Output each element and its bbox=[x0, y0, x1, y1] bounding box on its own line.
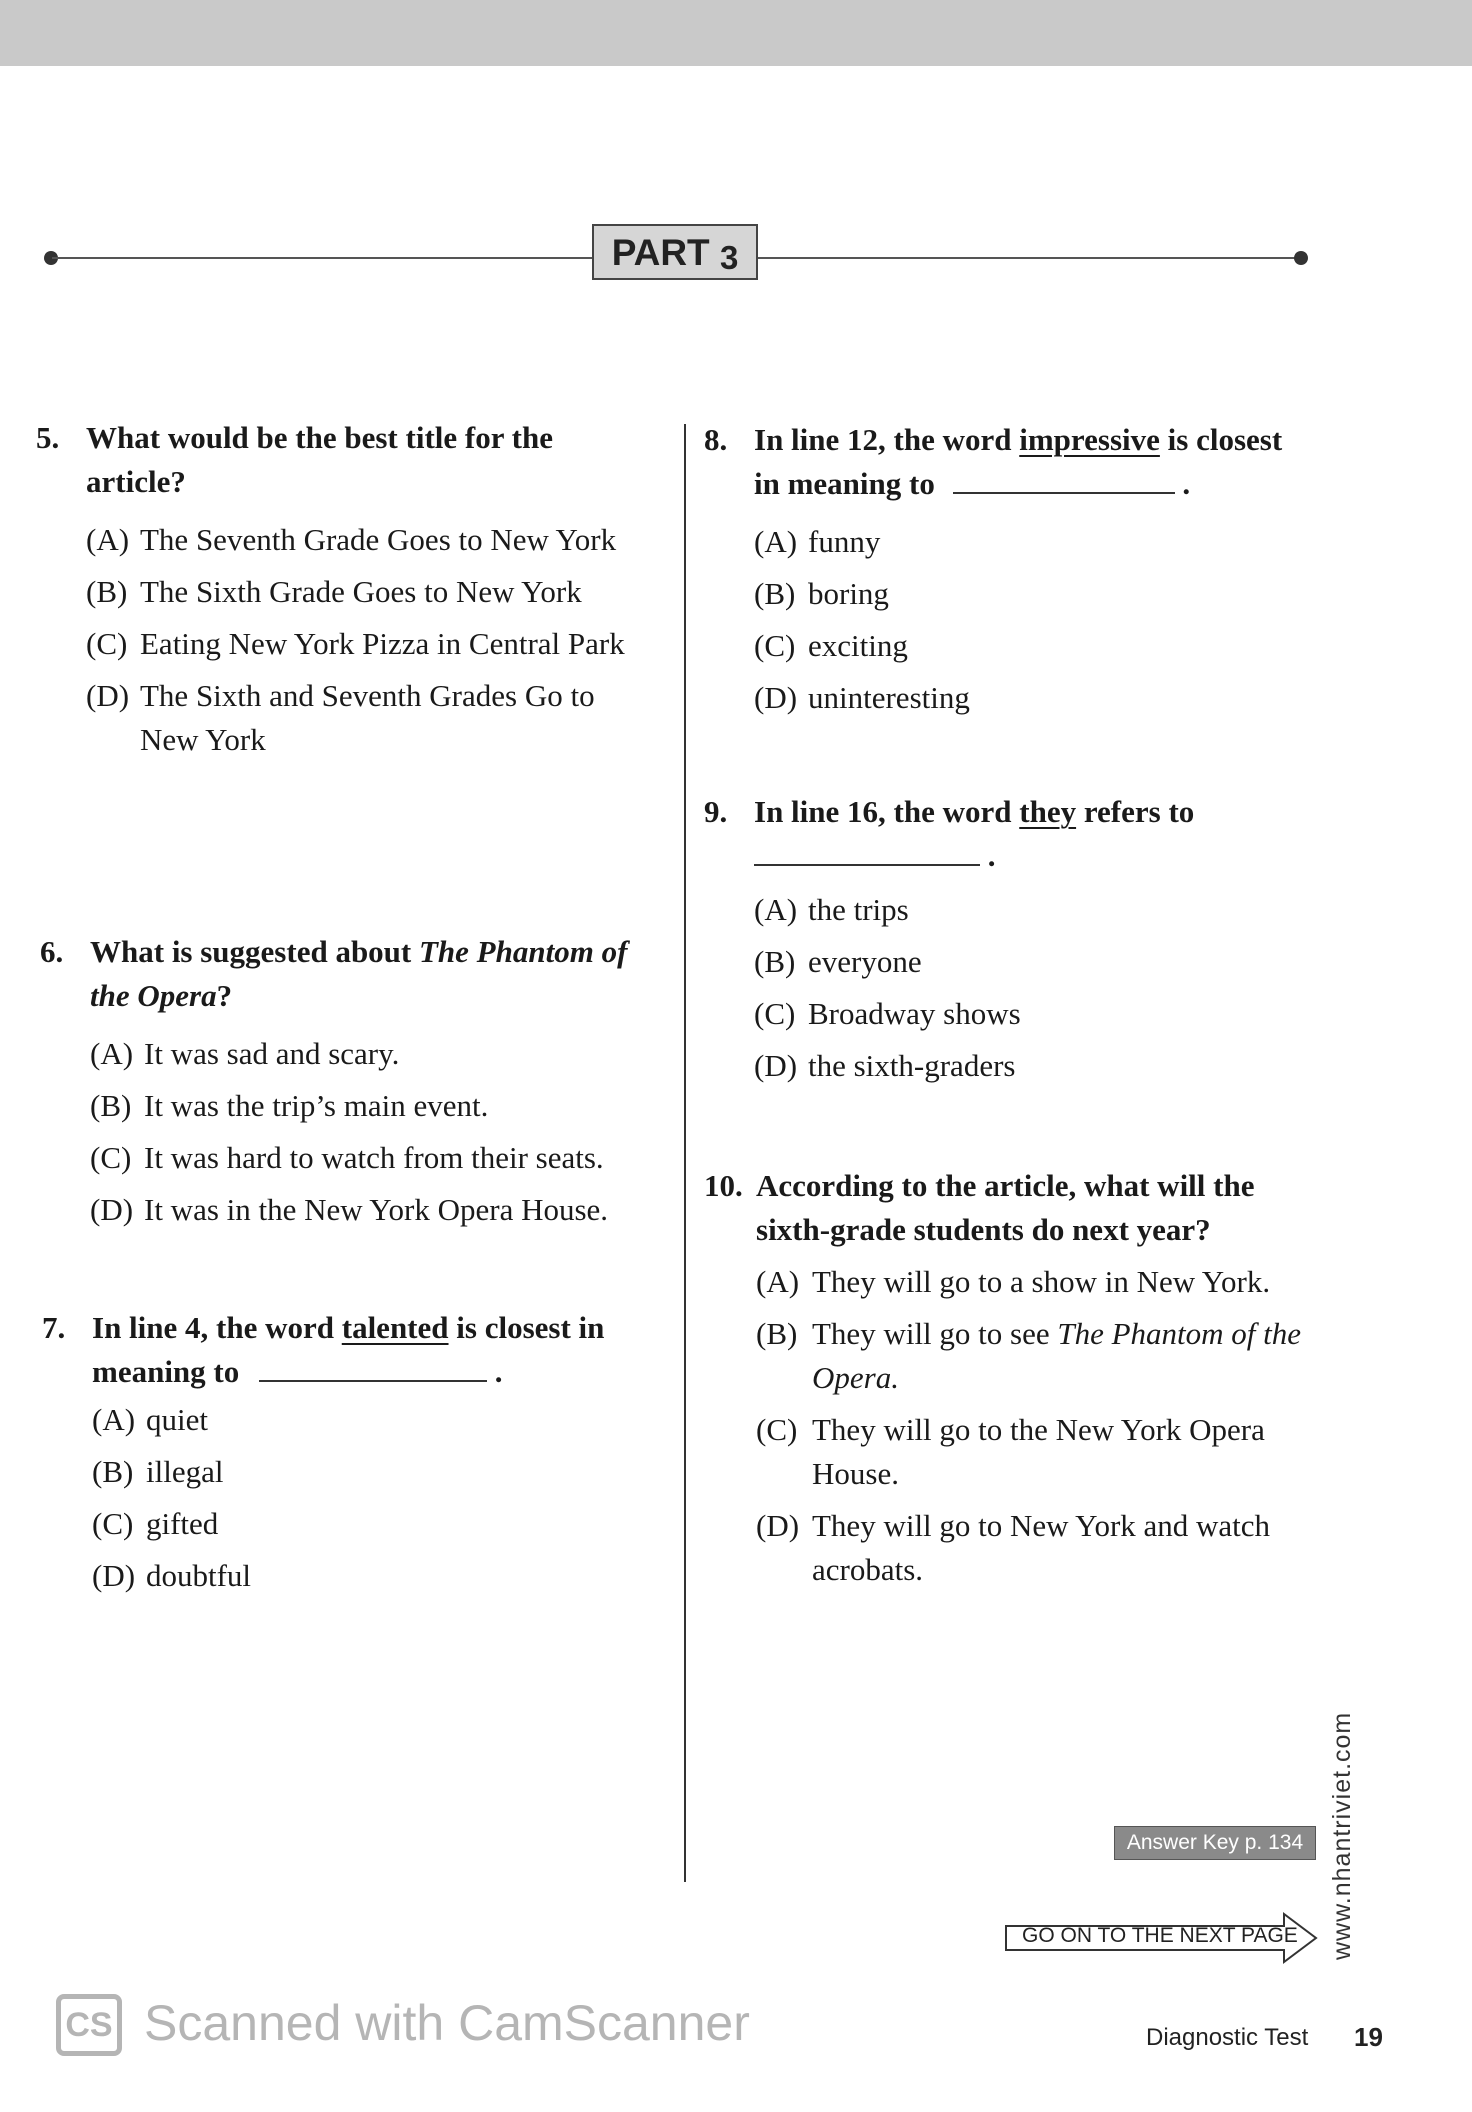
question-10 bbox=[704, 1164, 1324, 1592]
answer-option[interactable] bbox=[704, 1408, 1324, 1496]
question-6 bbox=[40, 930, 660, 1232]
answer-option[interactable] bbox=[36, 622, 636, 666]
next-page-arrow[interactable] bbox=[1004, 1912, 1318, 1964]
question-text: In line 16, the word bbox=[754, 794, 1020, 829]
answer-key-badge[interactable]: Answer Key p. 134 bbox=[1114, 1826, 1316, 1860]
option-letter: (B) bbox=[756, 1316, 798, 1351]
option-letter: (D) bbox=[90, 1192, 134, 1227]
header-rule-right-dot bbox=[1294, 251, 1308, 265]
option-text: It was hard to watch from their seats. bbox=[144, 1140, 604, 1175]
option-letter: (D) bbox=[92, 1558, 136, 1593]
camscanner-logo: CS bbox=[56, 1994, 122, 2056]
question-text: In line 12, the word bbox=[754, 422, 1020, 457]
question-8 bbox=[704, 418, 1304, 720]
question-text-end: ? bbox=[216, 978, 233, 1013]
option-letter: (C) bbox=[756, 1412, 798, 1447]
question-5 bbox=[36, 416, 636, 762]
option-text: quiet bbox=[146, 1402, 208, 1437]
question-number: 5. bbox=[36, 420, 60, 455]
option-letter: (D) bbox=[754, 1048, 798, 1083]
question-text: According to the article, what will the sixth-grade students do next year? bbox=[756, 1168, 1255, 1247]
option-letter: (C) bbox=[754, 628, 796, 663]
answer-option[interactable] bbox=[704, 1260, 1324, 1304]
part-label bbox=[592, 224, 758, 280]
question-number: 9. bbox=[704, 794, 728, 829]
answer-option[interactable] bbox=[40, 1084, 660, 1128]
option-text: They will go to see bbox=[812, 1316, 1058, 1351]
question-number: 7. bbox=[42, 1310, 66, 1345]
option-text: gifted bbox=[146, 1506, 219, 1541]
answer-option[interactable] bbox=[704, 520, 1304, 564]
option-letter: (B) bbox=[754, 576, 796, 611]
answer-option[interactable] bbox=[704, 624, 1304, 668]
column-divider bbox=[684, 424, 686, 1882]
option-letter: (B) bbox=[86, 574, 128, 609]
option-letter: (B) bbox=[90, 1088, 132, 1123]
option-text: the trips bbox=[808, 892, 909, 927]
option-text: Eating New York Pizza in Central Park bbox=[140, 626, 625, 661]
option-text: They will go to the New York Opera House. bbox=[812, 1412, 1265, 1491]
option-letter: (C) bbox=[86, 626, 128, 661]
answer-option[interactable] bbox=[42, 1398, 662, 1442]
option-letter: (A) bbox=[756, 1264, 800, 1299]
answer-option[interactable] bbox=[704, 888, 1304, 932]
answer-option[interactable] bbox=[704, 940, 1304, 984]
page-number: 19 bbox=[1354, 2022, 1383, 2052]
option-text: uninteresting bbox=[808, 680, 970, 715]
answer-option[interactable] bbox=[36, 518, 636, 562]
question-text-end: refers to bbox=[1076, 794, 1195, 829]
answer-option[interactable] bbox=[40, 1032, 660, 1076]
underlined-word: they bbox=[1019, 794, 1077, 829]
underlined-word: impressive bbox=[1019, 422, 1160, 457]
part-number: 3 bbox=[719, 239, 739, 276]
scan-top-band bbox=[0, 0, 1472, 66]
underlined-word: talented bbox=[341, 1310, 449, 1345]
option-letter: (A) bbox=[754, 892, 798, 927]
header-rule-left bbox=[52, 257, 592, 259]
answer-option[interactable] bbox=[40, 1136, 660, 1180]
question-text-end: is closest in meaning to bbox=[92, 1310, 605, 1389]
option-letter: (D) bbox=[86, 678, 130, 713]
answer-option[interactable] bbox=[704, 1312, 1324, 1400]
question-7 bbox=[42, 1306, 662, 1598]
answer-option[interactable] bbox=[42, 1554, 662, 1598]
answer-option[interactable] bbox=[40, 1188, 660, 1232]
question-title-italic: The Phantom of the Opera bbox=[90, 934, 628, 1013]
answer-option[interactable] bbox=[36, 570, 636, 614]
answer-option[interactable] bbox=[704, 572, 1304, 616]
option-text: boring bbox=[808, 576, 889, 611]
option-text: illegal bbox=[146, 1454, 224, 1489]
option-letter: (D) bbox=[756, 1508, 800, 1543]
answer-blank bbox=[259, 1358, 487, 1382]
option-text: Broadway shows bbox=[808, 996, 1021, 1031]
option-letter: (C) bbox=[90, 1140, 132, 1175]
part-label-text: PART bbox=[611, 232, 710, 273]
option-text: It was the trip’s main event. bbox=[144, 1088, 489, 1123]
option-letter: (B) bbox=[92, 1454, 134, 1489]
option-letter: (A) bbox=[754, 524, 798, 559]
question-stem: 9. In line 16, the word they refers to . bbox=[704, 790, 1304, 878]
question-text: What would be the best title for the article? bbox=[86, 420, 553, 499]
option-text: It was sad and scary. bbox=[144, 1036, 400, 1071]
answer-option[interactable] bbox=[704, 992, 1304, 1036]
option-letter: (A) bbox=[92, 1402, 136, 1437]
option-text: the sixth-graders bbox=[808, 1048, 1016, 1083]
answer-option[interactable] bbox=[704, 1044, 1304, 1088]
answer-option[interactable] bbox=[704, 676, 1304, 720]
question-number: 10. bbox=[704, 1168, 743, 1203]
question-text: In line 4, the word bbox=[92, 1310, 342, 1345]
option-letter: (A) bbox=[90, 1036, 134, 1071]
question-9 bbox=[704, 790, 1304, 1088]
option-text: everyone bbox=[808, 944, 922, 979]
next-page-label: GO ON TO THE NEXT PAGE bbox=[1022, 1924, 1298, 1947]
option-text: doubtful bbox=[146, 1558, 252, 1593]
option-letter: (D) bbox=[754, 680, 798, 715]
answer-blank bbox=[754, 842, 980, 866]
option-text: They will go to a show in New York. bbox=[812, 1264, 1271, 1299]
option-text: It was in the New York Opera House. bbox=[144, 1192, 609, 1227]
header-rule-right bbox=[758, 257, 1302, 259]
question-stem: 8. In line 12, the word impressive is closest in meaning to . bbox=[704, 418, 1304, 506]
answer-blank bbox=[953, 470, 1175, 494]
website-url: www.nhantriviet.com bbox=[1328, 1711, 1356, 1960]
option-text: The Sixth and Seventh Grades Go to New York bbox=[140, 678, 595, 757]
question-number: 8. bbox=[704, 422, 728, 457]
option-letter: (B) bbox=[754, 944, 796, 979]
question-text-end: is closest in meaning to bbox=[754, 422, 1283, 501]
question-stem: 7. In line 4, the word talented is closest in meaning to . bbox=[42, 1306, 662, 1394]
question-stem bbox=[36, 416, 636, 504]
option-letter: (C) bbox=[92, 1506, 134, 1541]
question-stem bbox=[40, 930, 660, 1018]
option-text: They will go to New York and watch acrobats. bbox=[812, 1508, 1271, 1587]
scanned-watermark: Scanned with CamScanner bbox=[144, 1995, 750, 2051]
answer-option[interactable] bbox=[42, 1502, 662, 1546]
question-text: What is suggested about bbox=[90, 934, 419, 969]
option-letter: (A) bbox=[86, 522, 130, 557]
question-stem bbox=[704, 1164, 1324, 1252]
footer-section-title: Diagnostic Test bbox=[1146, 2024, 1309, 2051]
option-text: The Seventh Grade Goes to New York bbox=[140, 522, 617, 557]
answer-option[interactable] bbox=[36, 674, 636, 762]
answer-option[interactable] bbox=[42, 1450, 662, 1494]
option-title-italic: The Phantom of the Opera. bbox=[812, 1316, 1302, 1395]
option-letter: (C) bbox=[754, 996, 796, 1031]
question-number: 6. bbox=[40, 934, 64, 969]
answer-option[interactable] bbox=[704, 1504, 1324, 1592]
option-text: The Sixth Grade Goes to New York bbox=[140, 574, 582, 609]
option-text: exciting bbox=[808, 628, 908, 663]
option-text: funny bbox=[808, 524, 881, 559]
